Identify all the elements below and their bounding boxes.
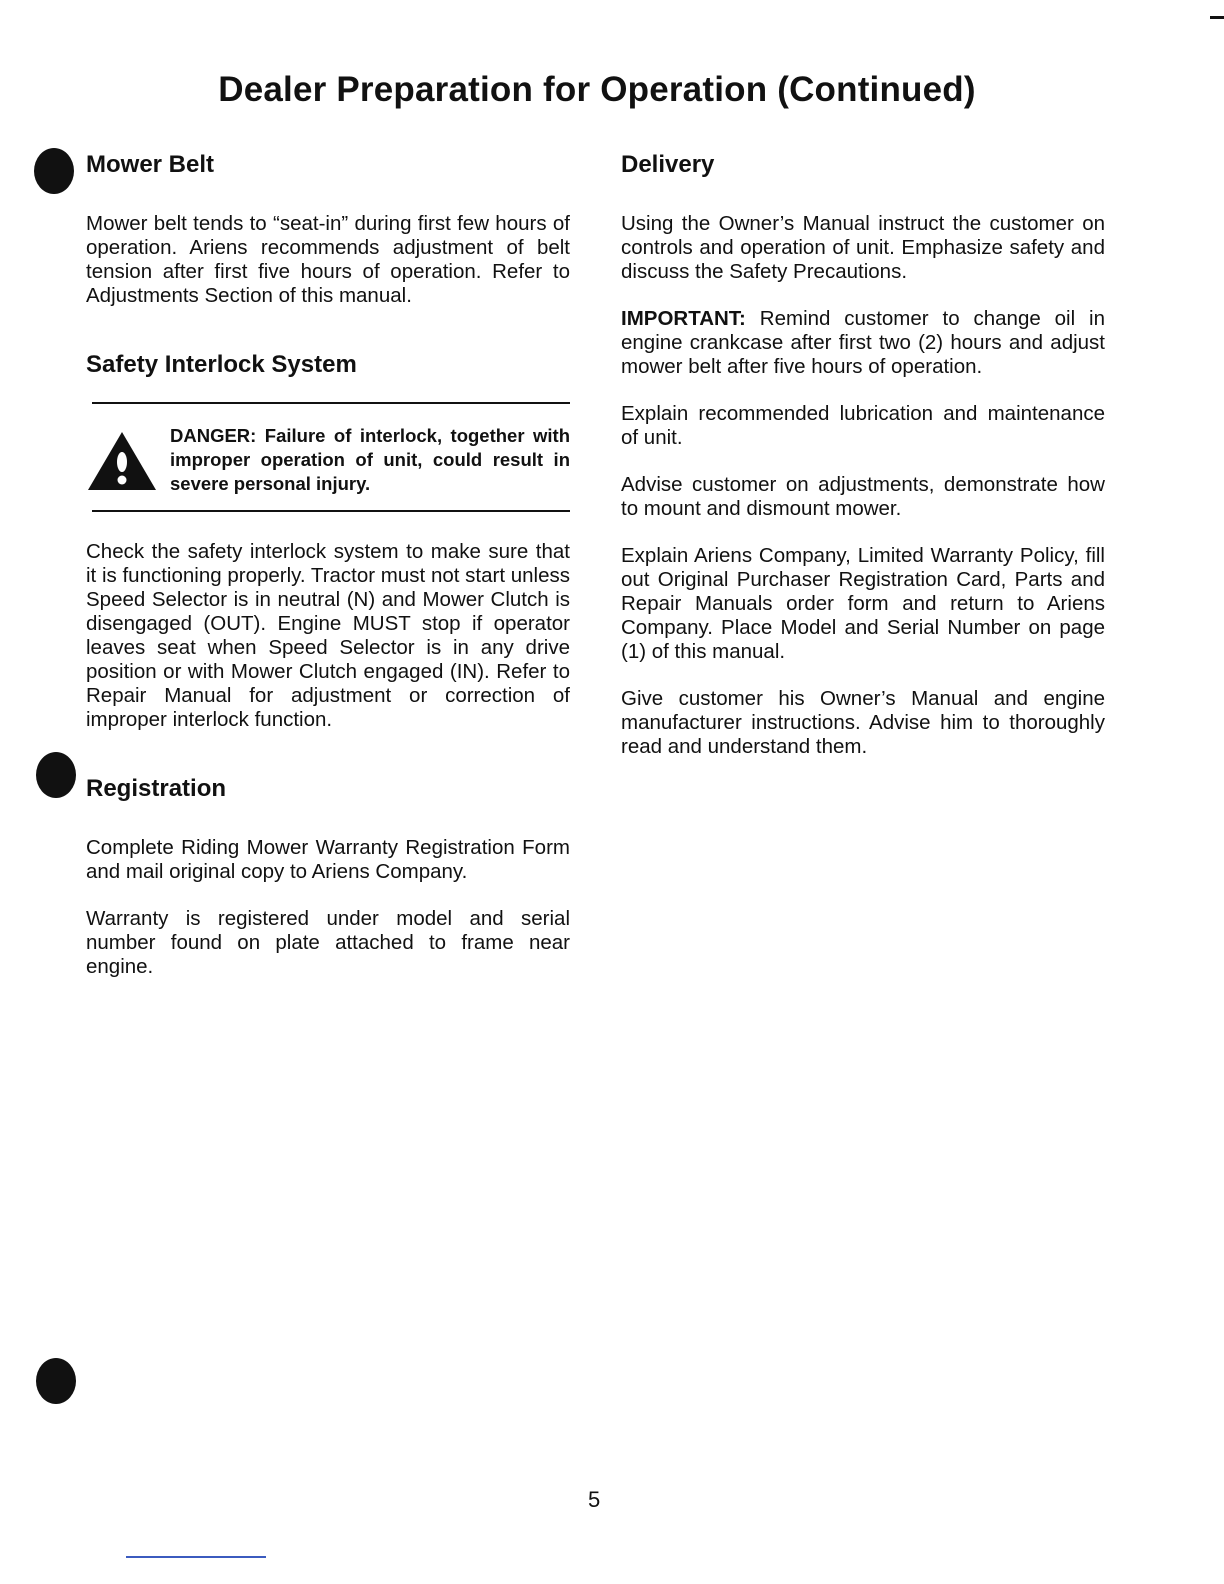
registration-paragraph-2: Warranty is registered under model and serial number found on plate attached to frame near engine. bbox=[86, 907, 570, 978]
danger-notice bbox=[86, 404, 570, 510]
delivery-paragraph-5: Explain Ariens Company, Limited Warranty Policy, fill out Original Purchaser Registration Card, Parts and Repair Manuals order form and return to Ariens Company. Place Model and Serial Number on page (1) of this manual. bbox=[621, 544, 1105, 663]
danger-text: DANGER: Failure of interlock, together with improper operation of unit, could result in severe personal injury. bbox=[170, 425, 570, 494]
interlock-heading: Safety Interlock System bbox=[86, 351, 357, 378]
binder-hole-top bbox=[34, 148, 74, 194]
mower-belt-heading: Mower Belt bbox=[86, 151, 215, 178]
interlock-body: Check the safety interlock system to make sure that it is functioning properly. Tractor must not start unless Speed Selector is in neutral (N) and Mower Clutch is disengaged (OUT). Engine MUST stop if operator leaves seat when Speed Selector is in any drive position or with Mower Clutch engaged (IN). Refer to Repair Manual for adjustment or correction of improper interlock function. bbox=[86, 540, 570, 731]
registration-paragraph-1: Complete Riding Mower Warranty Registration Form and mail original copy to Ariens Company. bbox=[86, 836, 570, 883]
bottom-edge-line bbox=[126, 1556, 266, 1558]
delivery-paragraph-4: Advise customer on adjustments, demonstrate how to mount and dismount mower. bbox=[621, 473, 1105, 520]
delivery-paragraph-3: Explain recommended lubrication and maintenance of unit. bbox=[621, 402, 1105, 449]
left-column bbox=[86, 150, 570, 979]
delivery-paragraph-1: Using the Owner’s Manual instruct the customer on controls and operation of unit. Emphasize safety and discuss the Safety Precautions. bbox=[621, 212, 1105, 283]
important-label: IMPORTANT: bbox=[621, 307, 746, 330]
corner-mark bbox=[1210, 16, 1224, 19]
delivery-paragraph-6: Give customer his Owner’s Manual and engine manufacturer instructions. Advise him to thoroughly read and understand them. bbox=[621, 687, 1105, 758]
delivery-heading: Delivery bbox=[621, 151, 715, 178]
warning-triangle-icon bbox=[86, 430, 158, 492]
delivery-important bbox=[621, 307, 1105, 379]
right-column bbox=[621, 150, 1105, 759]
registration-heading: Registration bbox=[86, 775, 227, 802]
binder-hole-bottom bbox=[36, 1358, 76, 1404]
important-text: Remind customer to change oil in engine crankcase after first two (2) hours and adjust mower belt after five hours of operation. bbox=[621, 307, 1105, 378]
page-title: Dealer Preparation for Operation (Continued) bbox=[218, 70, 976, 109]
binder-hole-middle bbox=[36, 752, 76, 798]
page-number: 5 bbox=[588, 1487, 601, 1512]
mower-belt-body: Mower belt tends to “seat-in” during first few hours of operation. Ariens recommends adjustment of belt tension after first five hours of operation. Refer to Adjustments Section of this manual. bbox=[86, 212, 570, 307]
